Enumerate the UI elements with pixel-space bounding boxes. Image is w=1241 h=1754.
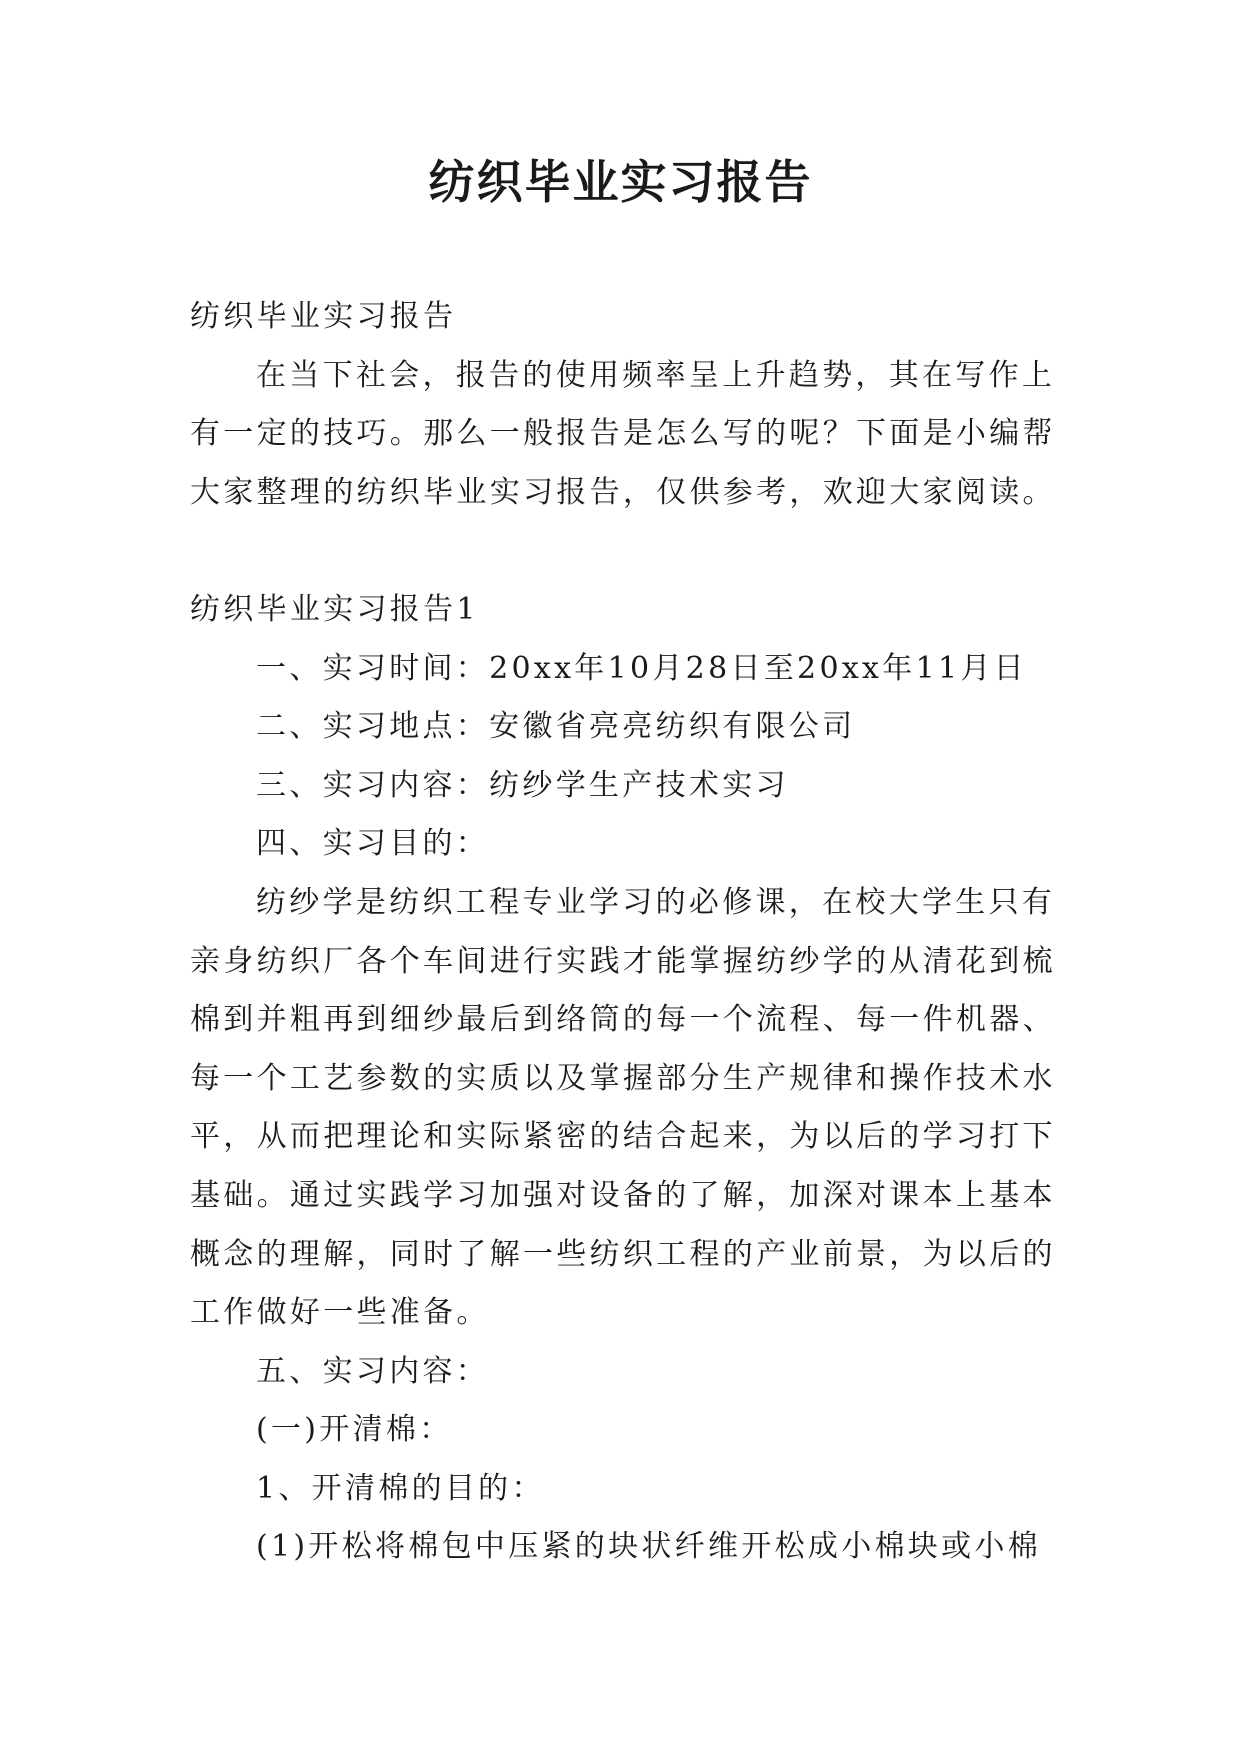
document-title: 纺织毕业实习报告 — [428, 155, 813, 209]
item-content: 三、实习内容：纺纱学生产技术实习 — [256, 767, 789, 803]
purpose-heading: 四、实习目的： — [256, 826, 490, 862]
section-heading: 纺织毕业实习报告1 — [190, 591, 479, 627]
document-body — [190, 288, 1070, 1577]
item-location: 二、实习地点：安徽省亮亮纺织有限公司 — [256, 709, 856, 745]
sub-item-loosening: (1)开松将棉包中压紧的块状纤维开松成小棉块或小棉 — [256, 1529, 1041, 1565]
purpose-paragraph: 纺纱学是纺织工程专业学习的必修课，在校大学生只有亲身纺织厂各个车间进行实践才能掌握纺纱学的从清花到梳棉到并粗再到细纱最后到络筒的每一个流程、每一件机器、每一个工艺参数的实质以及掌握部分生产规律和操作技术水平，从而把理论和实际紧密的结合起来，为以后的学习打下基础。通过实践学习加强对设备的了解，加深对课本上基本概念的理解，同时了解一些纺织工程的产业前景，为以后的工作做好一些准备。 — [190, 884, 1056, 1331]
sub-heading-opening-cleaning: (一)开清棉： — [256, 1412, 453, 1448]
sub-item-purpose: 1、开清棉的目的： — [256, 1470, 545, 1506]
intro-heading: 纺织毕业实习报告 — [190, 299, 457, 334]
item-time: 一、实习时间：20xx年10月28日至20xx年11月日 — [256, 650, 1027, 686]
content-heading: 五、实习内容： — [256, 1353, 490, 1389]
intro-paragraph: 在当下社会，报告的使用频率呈上升趋势，其在写作上有一定的技巧。那么一般报告是怎么写的呢？下面是小编帮大家整理的纺织毕业实习报告，仅供参考，欢迎大家阅读。 — [190, 357, 1056, 510]
